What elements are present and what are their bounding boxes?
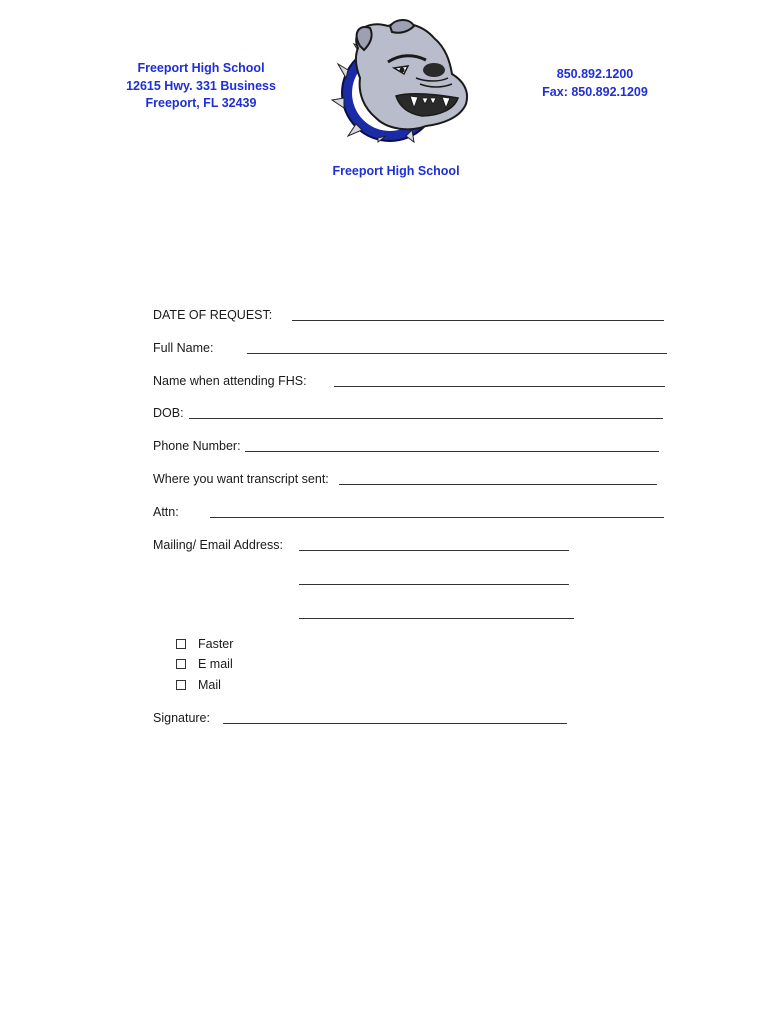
phone-field[interactable] [245, 451, 659, 452]
date-of-request-label: DATE OF REQUEST: [153, 308, 273, 322]
full-name-field[interactable] [247, 353, 667, 354]
mailing-address-field-3[interactable] [299, 618, 574, 619]
option-email[interactable] [176, 657, 233, 671]
option-email-label: E mail [198, 657, 233, 671]
checkbox-email[interactable] [176, 659, 186, 669]
mailing-address-label: Mailing/ Email Address: [153, 538, 283, 552]
transcript-destination-label: Where you want transcript sent: [153, 472, 329, 486]
checkbox-mail[interactable] [176, 680, 186, 690]
name-attending-field[interactable] [334, 386, 665, 387]
page-title: Freeport High School [332, 164, 460, 178]
phone-number: 850.892.1200 [556, 67, 634, 81]
attn-field[interactable] [210, 517, 664, 518]
fax-number: Fax: 850.892.1209 [542, 84, 648, 99]
signature-field[interactable] [223, 723, 567, 724]
signature-label: Signature: [153, 711, 210, 725]
option-mail-label: Mail [198, 678, 221, 692]
address-line-1: 12615 Hwy. 331 Business [126, 78, 276, 93]
checkbox-faster[interactable] [176, 639, 186, 649]
name-attending-label: Name when attending FHS: [153, 374, 307, 388]
attn-label: Attn: [153, 505, 179, 519]
bulldog-mascot-icon [330, 18, 475, 143]
dob-label: DOB: [153, 406, 184, 420]
school-contact-block [520, 66, 670, 101]
mailing-address-field-2[interactable] [299, 584, 569, 585]
school-name: Freeport High School [137, 61, 265, 75]
mailing-address-field-1[interactable] [299, 550, 569, 551]
address-line-2: Freeport, FL 32439 [145, 96, 257, 110]
option-faster[interactable] [176, 637, 233, 651]
phone-label: Phone Number: [153, 439, 241, 453]
option-faster-label: Faster [198, 637, 234, 651]
school-address-block [112, 60, 290, 113]
full-name-label: Full Name: [153, 341, 214, 355]
dob-field[interactable] [189, 418, 663, 419]
date-of-request-field[interactable] [292, 320, 664, 321]
transcript-destination-field[interactable] [339, 484, 657, 485]
option-mail[interactable] [176, 678, 221, 692]
